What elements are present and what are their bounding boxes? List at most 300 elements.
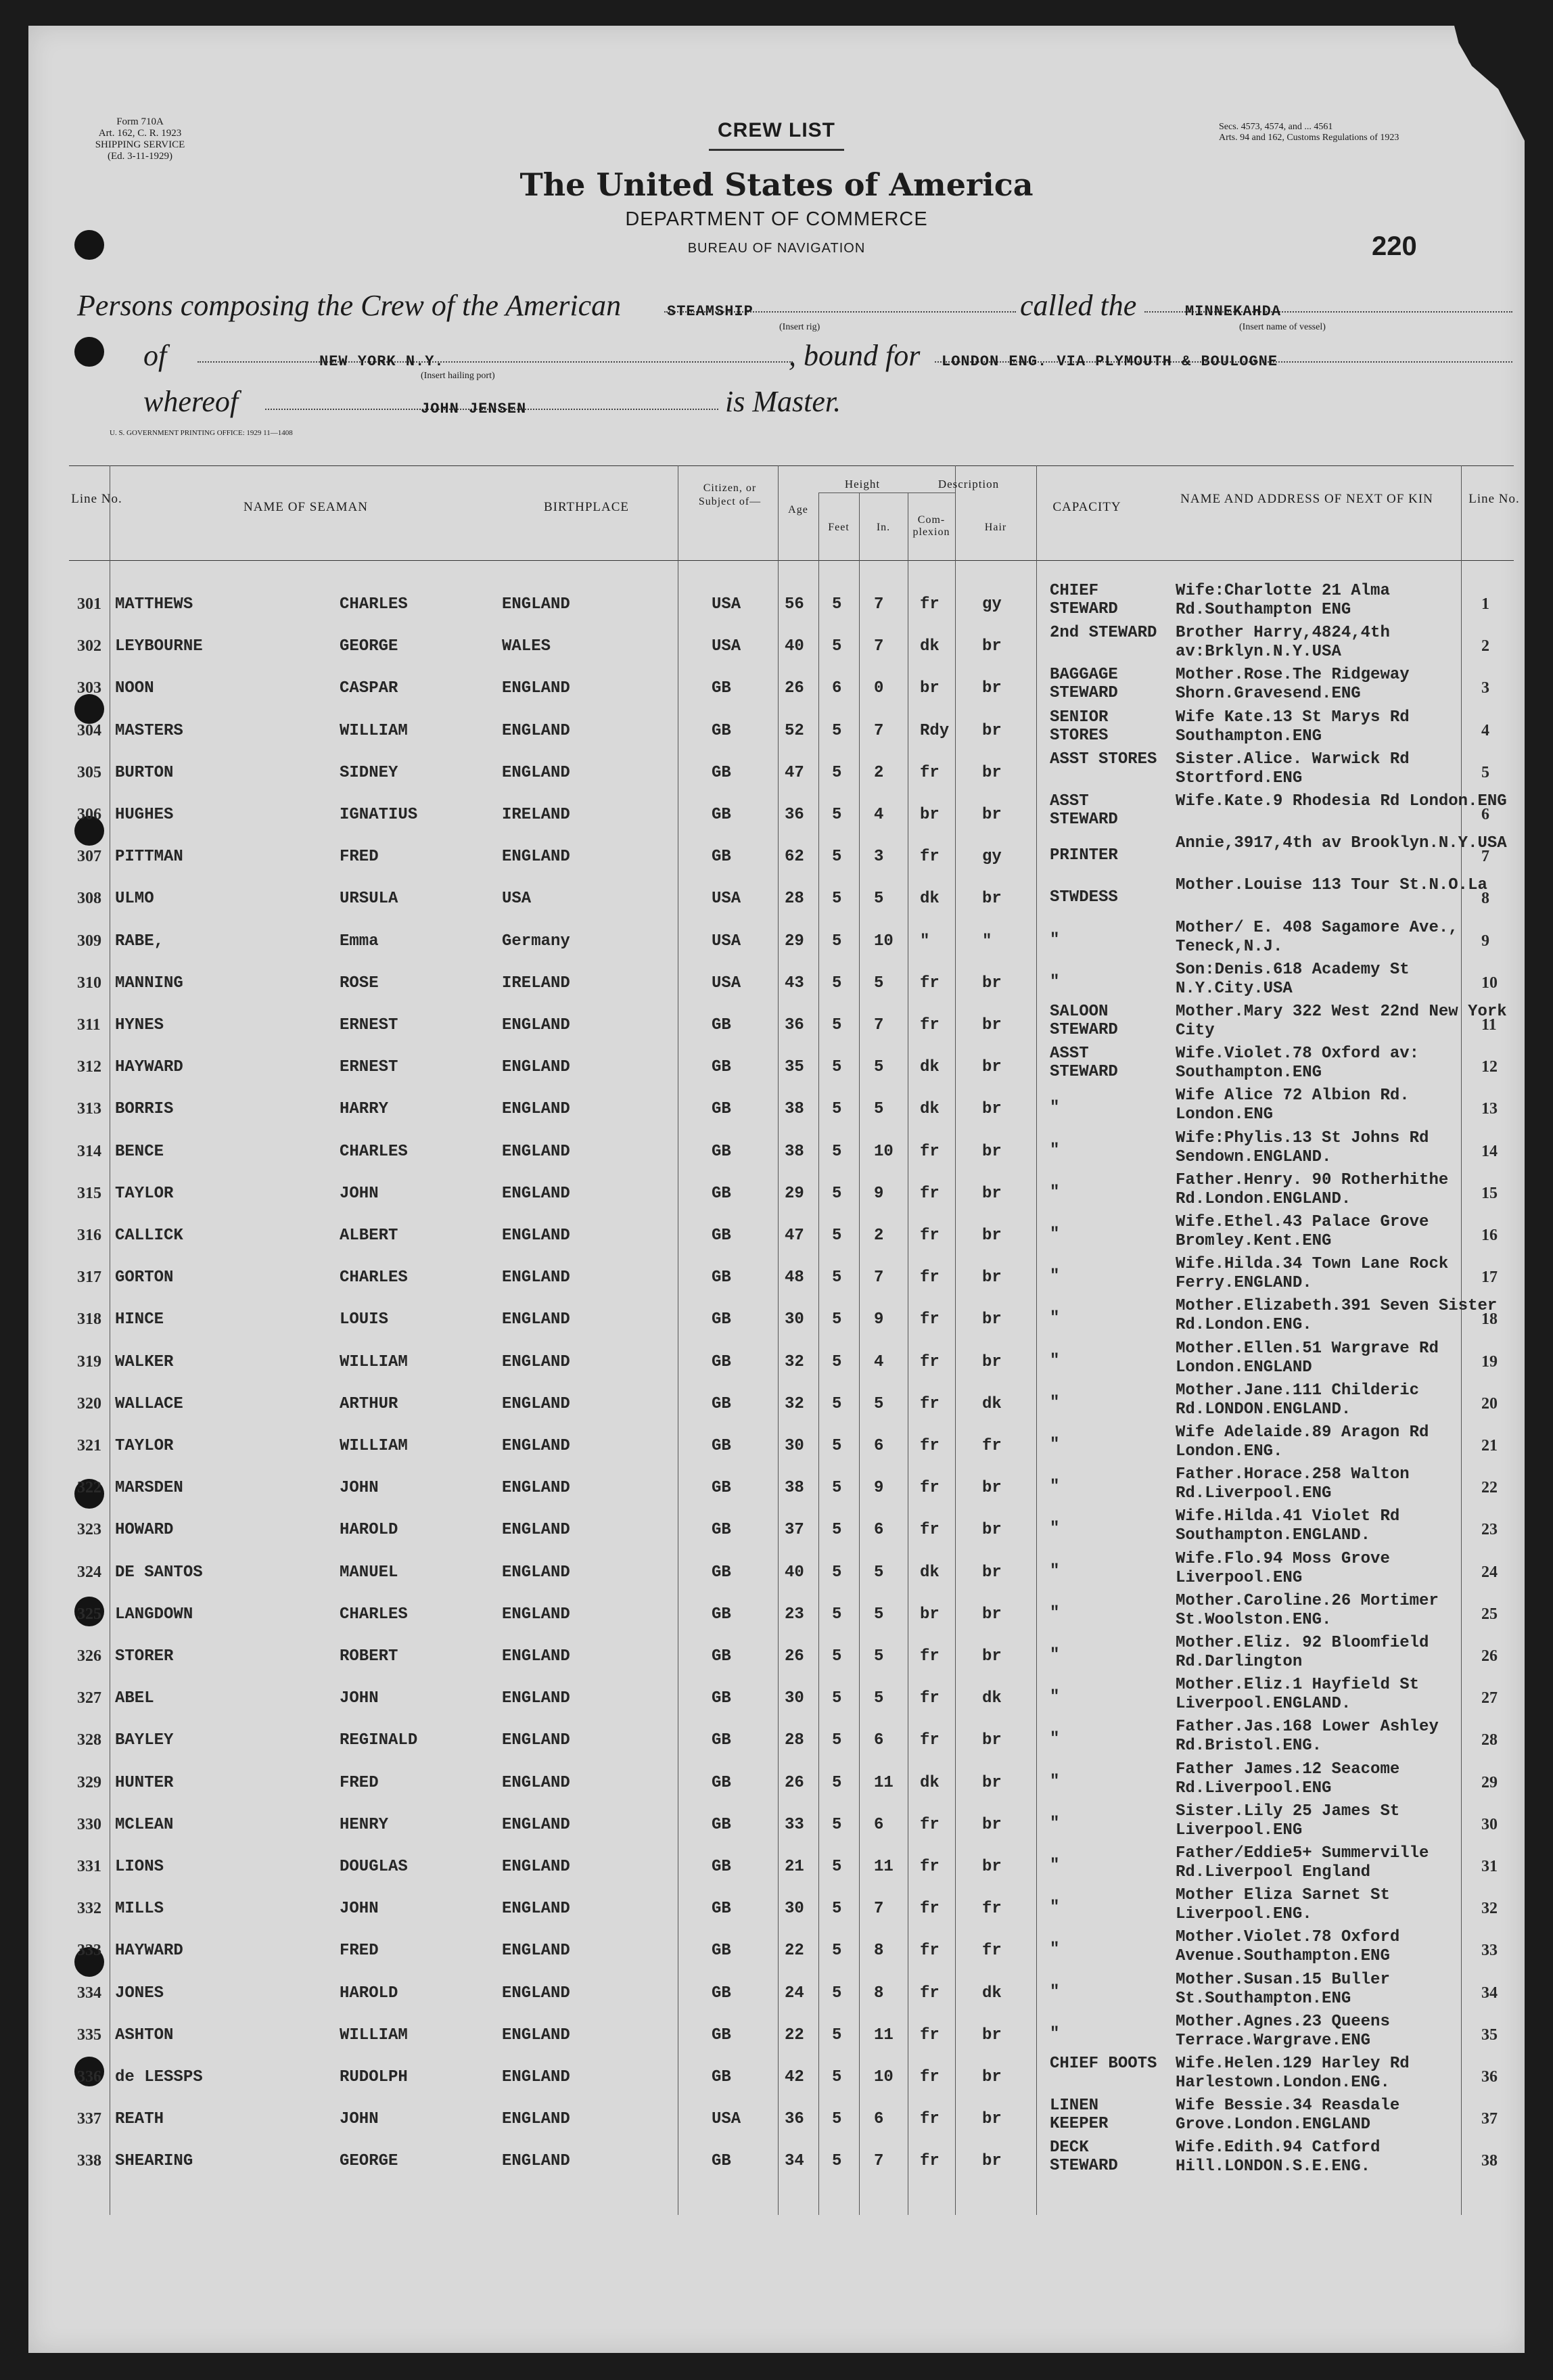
header-capacity: CAPACITY (1052, 500, 1121, 514)
line-number: 33 (1481, 1942, 1498, 1960)
hair: br (982, 679, 1002, 698)
line-number: 38 (1481, 2152, 1498, 2170)
capacity: " (1050, 972, 1060, 991)
row-number: 332 (77, 1900, 101, 1918)
printing-office: U. S. GOVERNMENT PRINTING OFFICE: 1929 11—1408 (110, 429, 293, 437)
line-number: 7 (1481, 848, 1489, 866)
form-number: Form 710A (116, 116, 164, 127)
height-feet: 5 (832, 974, 842, 992)
form-edition: (Ed. 3-11-1929) (107, 151, 173, 162)
height-feet: 5 (832, 1773, 842, 1792)
citizenship: GB (712, 763, 731, 782)
seaman-surname: DE SANTOS (115, 1563, 203, 1582)
table-row (28, 1506, 1525, 1547)
birthplace: ENGLAND (502, 1268, 570, 1287)
row-number: 316 (77, 1227, 101, 1244)
height-feet: 6 (832, 679, 842, 698)
line-number: 27 (1481, 1689, 1498, 1708)
age: 26 (785, 679, 804, 698)
row-number: 318 (77, 1310, 101, 1329)
next-of-kin: Wife:Phylis.13 St Johns Rd Sendown.ENGLAND. (1176, 1128, 1429, 1166)
table-row (28, 791, 1525, 831)
birthplace: ENGLAND (502, 1731, 570, 1750)
age: 48 (785, 1268, 804, 1287)
next-of-kin: Sister.Alice. Warwick Rd Stortford.ENG (1176, 750, 1410, 787)
capacity: " (1050, 1309, 1060, 1328)
hair: gy (982, 848, 1002, 867)
header-inches: In. (876, 522, 891, 533)
seaman-surname: MATTHEWS (115, 595, 193, 614)
hair: br (982, 721, 1002, 740)
complexion: fr (920, 1647, 940, 1666)
height-feet: 5 (832, 2152, 842, 2171)
height-feet: 5 (832, 1815, 842, 1834)
header-line-no: Line No. (71, 492, 122, 506)
capacity: " (1050, 1141, 1060, 1160)
hair: br (982, 1731, 1002, 1750)
citizenship: GB (712, 1227, 731, 1245)
height-inches: 9 (874, 1184, 884, 1203)
birthplace: ENGLAND (502, 1773, 570, 1792)
row-number: 304 (77, 721, 101, 739)
hair: br (982, 1227, 1002, 1245)
table-row (28, 1254, 1525, 1294)
seaman-given-name: LOUIS (340, 1310, 389, 1329)
birthplace: IRELAND (502, 806, 570, 824)
citizenship: USA (712, 637, 741, 656)
birthplace: ENGLAND (502, 1647, 570, 1666)
next-of-kin: Annie,3917,4th av Brooklyn.N.Y.USA (1176, 834, 1507, 853)
table-row (28, 1885, 1525, 1925)
citizenship: GB (712, 1521, 731, 1540)
capacity: DECK STEWARD (1050, 2138, 1118, 2176)
capacity: " (1050, 1561, 1060, 1580)
next-of-kin: Wife.Flo.94 Moss Grove Liverpool.ENG (1176, 1549, 1390, 1587)
seaman-surname: GORTON (115, 1268, 174, 1287)
citizenship: GB (712, 721, 731, 740)
next-of-kin: Sister.Lily 25 James St Liverpool.ENG (1176, 1802, 1400, 1839)
height-inches: 5 (874, 974, 884, 992)
row-number: 330 (77, 1815, 101, 1833)
height-inches: 7 (874, 1016, 884, 1034)
age: 26 (785, 1647, 804, 1666)
table-row (28, 1001, 1525, 1042)
hair: br (982, 1184, 1002, 1203)
hair: " (982, 932, 992, 951)
birthplace: ENGLAND (502, 2152, 570, 2171)
birthplace: ENGLAND (502, 2026, 570, 2044)
line-number: 17 (1481, 1268, 1498, 1287)
citizenship: GB (712, 1858, 731, 1876)
height-feet: 5 (832, 1647, 842, 1666)
seaman-given-name: HARRY (340, 1100, 389, 1119)
citizenship: GB (712, 679, 731, 698)
citizenship: USA (712, 890, 741, 909)
height-inches: 6 (874, 1815, 884, 1834)
height-inches: 6 (874, 1731, 884, 1750)
age: 29 (785, 932, 804, 951)
age: 23 (785, 1605, 804, 1624)
height-feet: 5 (832, 2068, 842, 2086)
hair: br (982, 1815, 1002, 1834)
height-inches: 6 (874, 1521, 884, 1540)
line-number: 12 (1481, 1058, 1498, 1076)
citizenship: GB (712, 1647, 731, 1666)
seaman-given-name: GEORGE (340, 637, 398, 656)
complexion: br (920, 679, 940, 698)
age: 32 (785, 1394, 804, 1413)
age: 30 (785, 1689, 804, 1708)
row-number: 322 (77, 1479, 101, 1497)
citizenship: GB (712, 1731, 731, 1750)
row-number: 327 (77, 1689, 101, 1708)
country-heading: The United States of America (519, 166, 1034, 203)
height-feet: 5 (832, 1521, 842, 1540)
row-number: 303 (77, 679, 101, 697)
age: 26 (785, 1773, 804, 1792)
height-feet: 5 (832, 1731, 842, 1750)
line-number: 31 (1481, 1858, 1498, 1875)
height-feet: 5 (832, 1352, 842, 1371)
age: 28 (785, 890, 804, 909)
birthplace: ENGLAND (502, 1227, 570, 1245)
next-of-kin: Wife Bessie.34 Reasdale Grove.London.ENGLAND (1176, 2097, 1400, 2134)
hair: dk (982, 1394, 1002, 1413)
seaman-surname: LIONS (115, 1858, 164, 1876)
table-row (28, 1927, 1525, 1967)
table-row (28, 1969, 1525, 2010)
seaman-given-name: URSULA (340, 890, 398, 909)
capacity: ASST STEWARD (1050, 792, 1118, 829)
row-number: 335 (77, 2026, 101, 2044)
birthplace: ENGLAND (502, 1437, 570, 1455)
row-number: 306 (77, 806, 101, 823)
row-number: 331 (77, 1858, 101, 1875)
height-inches: 9 (874, 1310, 884, 1329)
citizenship: GB (712, 2068, 731, 2086)
birthplace: ENGLAND (502, 1184, 570, 1203)
complexion: fr (920, 1689, 940, 1708)
height-inches: 7 (874, 2152, 884, 2171)
birthplace: Germany (502, 932, 570, 951)
next-of-kin: Brother Harry,4824,4th av:Brklyn.N.Y.USA (1176, 624, 1390, 662)
table-top-rule (69, 465, 1514, 466)
height-feet: 5 (832, 1310, 842, 1329)
line-number: 5 (1481, 763, 1489, 781)
table-row (28, 749, 1525, 789)
capacity: STWDESS (1050, 888, 1118, 907)
age: 30 (785, 1437, 804, 1455)
hair: br (982, 1858, 1002, 1876)
height-feet: 5 (832, 1394, 842, 1413)
header-citizen: Citizen, or Subject of— (698, 482, 762, 507)
table-row (28, 1549, 1525, 1589)
height-feet: 5 (832, 1605, 842, 1624)
height-inches: 7 (874, 595, 884, 614)
table-row (28, 1338, 1525, 1379)
height-inches: 8 (874, 1942, 884, 1961)
height-feet: 5 (832, 932, 842, 951)
next-of-kin: Mother.Elizabeth.391 Seven Sister Rd.London.ENG. (1176, 1297, 1498, 1335)
age: 33 (785, 1815, 804, 1834)
line-number: 22 (1481, 1479, 1498, 1497)
line-number: 19 (1481, 1352, 1498, 1371)
hair: br (982, 1479, 1002, 1498)
capacity: " (1050, 1436, 1060, 1454)
line-number: 30 (1481, 1815, 1498, 1833)
seaman-surname: HAYWARD (115, 1942, 183, 1961)
seaman-surname: BAYLEY (115, 1731, 174, 1750)
title-underline (709, 149, 844, 151)
complexion: dk (920, 1100, 940, 1119)
capacity: " (1050, 1856, 1060, 1875)
port-hint: (Insert hailing port) (421, 371, 495, 381)
next-of-kin: Father James.12 Seacome Rd.Liverpool.ENG (1176, 1760, 1400, 1798)
height-inches: 7 (874, 637, 884, 656)
row-number: 301 (77, 595, 101, 613)
complexion: br (920, 806, 940, 824)
capacity: " (1050, 2024, 1060, 2043)
header-bottom-rule (69, 560, 1514, 561)
table-row (28, 833, 1525, 873)
height-inches: 7 (874, 721, 884, 740)
birthplace: ENGLAND (502, 1142, 570, 1161)
hair: br (982, 1521, 1002, 1540)
port-field (198, 361, 793, 363)
next-of-kin: Wife Kate.13 St Marys Rd Southampton.ENG (1176, 708, 1410, 746)
next-of-kin: Mother.Susan.15 Buller St.Southampton.ENG (1176, 1970, 1390, 2008)
seaman-surname: NOON (115, 679, 154, 698)
row-number: 336 (77, 2068, 101, 2086)
table-row (28, 959, 1525, 1000)
height-feet: 5 (832, 2110, 842, 2129)
row-number: 324 (77, 1563, 101, 1581)
row-number: 314 (77, 1142, 101, 1160)
age: 43 (785, 974, 804, 992)
seaman-given-name: CHARLES (340, 1268, 408, 1287)
table-row (28, 1043, 1525, 1084)
complexion: dk (920, 1563, 940, 1582)
next-of-kin: Wife.Violet.78 Oxford av: Southampton.ENG (1176, 1045, 1420, 1082)
seaman-surname: CALLICK (115, 1227, 183, 1245)
line-number: 8 (1481, 890, 1489, 908)
height-feet: 5 (832, 1142, 842, 1161)
capacity: " (1050, 1772, 1060, 1791)
complexion: fr (920, 1731, 940, 1750)
age: 34 (785, 2152, 804, 2171)
next-of-kin: Mother.Eliz.1 Hayfield St Liverpool.ENGLAND. (1176, 1676, 1420, 1714)
age: 35 (785, 1058, 804, 1077)
line-number: 15 (1481, 1184, 1498, 1202)
seaman-surname: HUNTER (115, 1773, 174, 1792)
capacity: BAGGAGE STEWARD (1050, 666, 1118, 703)
seaman-given-name: WILLIAM (340, 1437, 408, 1455)
capacity: " (1050, 1982, 1060, 2001)
seaman-given-name: ERNEST (340, 1016, 398, 1034)
height-feet: 5 (832, 1563, 842, 1582)
citizenship: GB (712, 1437, 731, 1455)
citizenship: GB (712, 1058, 731, 1077)
line-number: 36 (1481, 2068, 1498, 2086)
seaman-surname: BENCE (115, 1142, 164, 1161)
birthplace: WALES (502, 637, 551, 656)
complexion: fr (920, 1815, 940, 1834)
document-title: CREW LIST (718, 119, 835, 141)
next-of-kin: Wife.Hilda.41 Violet Rd Southampton.ENGLAND. (1176, 1507, 1400, 1545)
age: 29 (785, 1184, 804, 1203)
complexion: fr (920, 1394, 940, 1413)
height-inches: 9 (874, 1479, 884, 1498)
capacity: " (1050, 1393, 1060, 1412)
complexion: fr (920, 1142, 940, 1161)
form-service: SHIPPING SERVICE (95, 139, 185, 150)
seaman-surname: HYNES (115, 1016, 164, 1034)
age: 38 (785, 1100, 804, 1119)
capacity: " (1050, 1814, 1060, 1833)
age: 36 (785, 2110, 804, 2129)
seaman-surname: STORER (115, 1647, 174, 1666)
complexion: fr (920, 1437, 940, 1455)
citizenship: GB (712, 1815, 731, 1834)
citizenship: USA (712, 932, 741, 951)
citizenship: GB (712, 1142, 731, 1161)
capacity: " (1050, 1898, 1060, 1917)
hair: br (982, 1142, 1002, 1161)
table-row (28, 707, 1525, 748)
seaman-given-name: CHARLES (340, 1142, 408, 1161)
next-of-kin: Wife.Ethel.43 Palace Grove Bromley.Kent.ENG (1176, 1213, 1429, 1250)
height-feet: 5 (832, 1900, 842, 1919)
seaman-given-name: JOHN (340, 1900, 379, 1919)
table-row (28, 1759, 1525, 1800)
seaman-given-name: FRED (340, 1773, 379, 1792)
age: 38 (785, 1479, 804, 1498)
seaman-surname: LANGDOWN (115, 1605, 193, 1624)
birthplace: IRELAND (502, 974, 570, 992)
table-row (28, 1212, 1525, 1252)
complexion: dk (920, 637, 940, 656)
table-row (28, 580, 1525, 621)
height-feet: 5 (832, 890, 842, 909)
complexion: dk (920, 1058, 940, 1077)
complexion: Rdy (920, 721, 950, 740)
line-number: 11 (1481, 1016, 1497, 1034)
citizenship: GB (712, 806, 731, 824)
hair: br (982, 974, 1002, 992)
capacity: " (1050, 1940, 1060, 1959)
table-row (28, 1843, 1525, 1883)
seaman-surname: MANNING (115, 974, 183, 992)
height-feet: 5 (832, 848, 842, 867)
is-master-label: is Master. (725, 385, 841, 418)
age: 21 (785, 1858, 804, 1876)
citizenship: GB (712, 1942, 731, 1961)
department-heading: DEPARTMENT OF COMMERCE (625, 208, 928, 230)
next-of-kin: Wife Adelaide.89 Aragon Rd London.ENG. (1176, 1423, 1429, 1461)
hair: br (982, 1058, 1002, 1077)
citizenship: GB (712, 1563, 731, 1582)
seaman-given-name: RUDOLPH (340, 2068, 408, 2086)
hair: br (982, 1016, 1002, 1034)
row-number: 321 (77, 1437, 101, 1455)
seaman-given-name: WILLIAM (340, 1352, 408, 1371)
height-inches: 11 (874, 2026, 894, 2044)
next-of-kin: Wife.Edith.94 Catford Hill.LONDON.S.E.ENG. (1176, 2138, 1381, 2176)
birthplace: ENGLAND (502, 1521, 570, 1540)
seaman-given-name: MANUEL (340, 1563, 398, 1582)
height-feet: 5 (832, 1984, 842, 2003)
row-number: 328 (77, 1731, 101, 1749)
citizenship: USA (712, 595, 741, 614)
height-feet: 5 (832, 1858, 842, 1876)
seaman-surname: ABEL (115, 1689, 154, 1708)
citizenship: GB (712, 1900, 731, 1919)
seaman-given-name: FRED (340, 1942, 379, 1961)
row-number: 317 (77, 1268, 101, 1287)
seaman-given-name: HAROLD (340, 1521, 398, 1540)
citizenship: GB (712, 1100, 731, 1119)
row-number: 319 (77, 1352, 101, 1371)
page-number: 220 (1372, 231, 1417, 261)
capacity: " (1050, 1478, 1060, 1496)
height-feet: 5 (832, 1479, 842, 1498)
height-feet: 5 (832, 1942, 842, 1961)
height-feet: 5 (832, 1437, 842, 1455)
complexion: fr (920, 1900, 940, 1919)
citizenship: GB (712, 1352, 731, 1371)
line-number: 32 (1481, 1900, 1498, 1918)
next-of-kin: Mother.Ellen.51 Wargrave Rd London.ENGLAND (1176, 1339, 1439, 1377)
next-of-kin: Mother.Mary 322 West 22nd New York City (1176, 1003, 1507, 1040)
complexion: fr (920, 1521, 940, 1540)
birthplace: ENGLAND (502, 595, 570, 614)
hair: br (982, 1352, 1002, 1371)
age: 52 (785, 721, 804, 740)
row-number: 302 (77, 637, 101, 656)
height-inches: 11 (874, 1858, 894, 1876)
line-number: 14 (1481, 1142, 1498, 1160)
complexion: " (920, 932, 930, 951)
table-row (28, 664, 1525, 705)
seaman-surname: HINCE (115, 1310, 164, 1329)
next-of-kin: Wife.Kate.9 Rhodesia Rd London.ENG (1176, 792, 1507, 810)
seaman-given-name: ARTHUR (340, 1394, 398, 1413)
complexion: fr (920, 1479, 940, 1498)
citizenship: GB (712, 2152, 731, 2171)
row-number: 305 (77, 763, 101, 781)
seaman-surname: HUGHES (115, 806, 174, 824)
complexion: fr (920, 1352, 940, 1371)
citizenship: GB (712, 1394, 731, 1413)
birthplace: ENGLAND (502, 1689, 570, 1708)
header-age: Age (788, 504, 808, 516)
table-row (28, 1801, 1525, 1841)
next-of-kin: Mother.Agnes.23 Queens Terrace.Wargrave.ENG (1176, 2012, 1390, 2050)
row-number: 337 (77, 2110, 101, 2128)
capacity: PRINTER (1050, 846, 1118, 865)
line-number: 9 (1481, 932, 1489, 950)
complexion: fr (920, 2110, 940, 2129)
age: 56 (785, 595, 804, 614)
citizenship: GB (712, 1268, 731, 1287)
table-row (28, 1128, 1525, 1168)
capacity: SENIOR STORES (1050, 708, 1109, 745)
complexion: fr (920, 1984, 940, 2003)
age: 36 (785, 806, 804, 824)
height-inches: 6 (874, 1437, 884, 1455)
seaman-given-name: IGNATIUS (340, 806, 418, 824)
capacity: SALOON STEWARD (1050, 1003, 1118, 1039)
